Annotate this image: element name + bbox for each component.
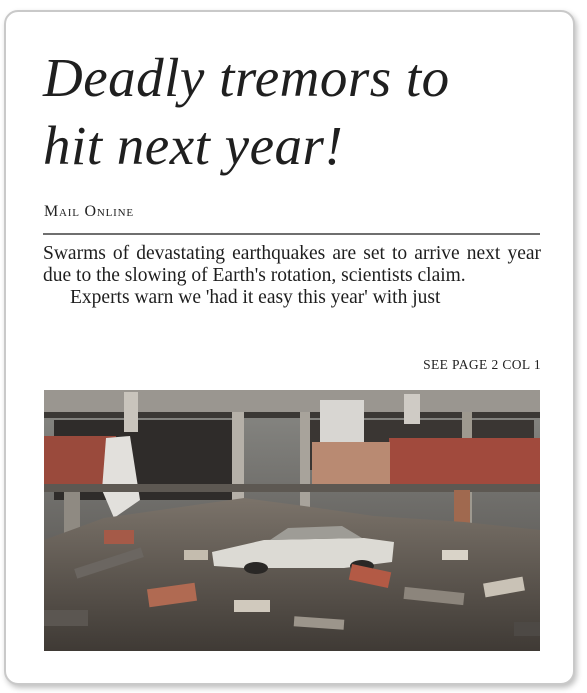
headline (43, 44, 553, 180)
divider-rule (43, 233, 540, 235)
earthquake-rubble-image (44, 390, 540, 651)
headline-line-2: hit next year! (43, 115, 344, 176)
paragraph-2: Experts warn we 'had it easy this year' with just (70, 287, 441, 308)
headline-line-1: Deadly tremors to (43, 47, 450, 108)
earthquake-rubble-photo (44, 390, 540, 651)
continuation-note: SEE PAGE 2 COL 1 (423, 357, 541, 372)
article-body (43, 243, 541, 309)
paragraph-1: Swarms of devastating earthquakes are set to arrive next year due to the slowing of Earth's rotation, scientists claim. (43, 243, 541, 286)
source-byline: Mail Online (44, 203, 134, 220)
